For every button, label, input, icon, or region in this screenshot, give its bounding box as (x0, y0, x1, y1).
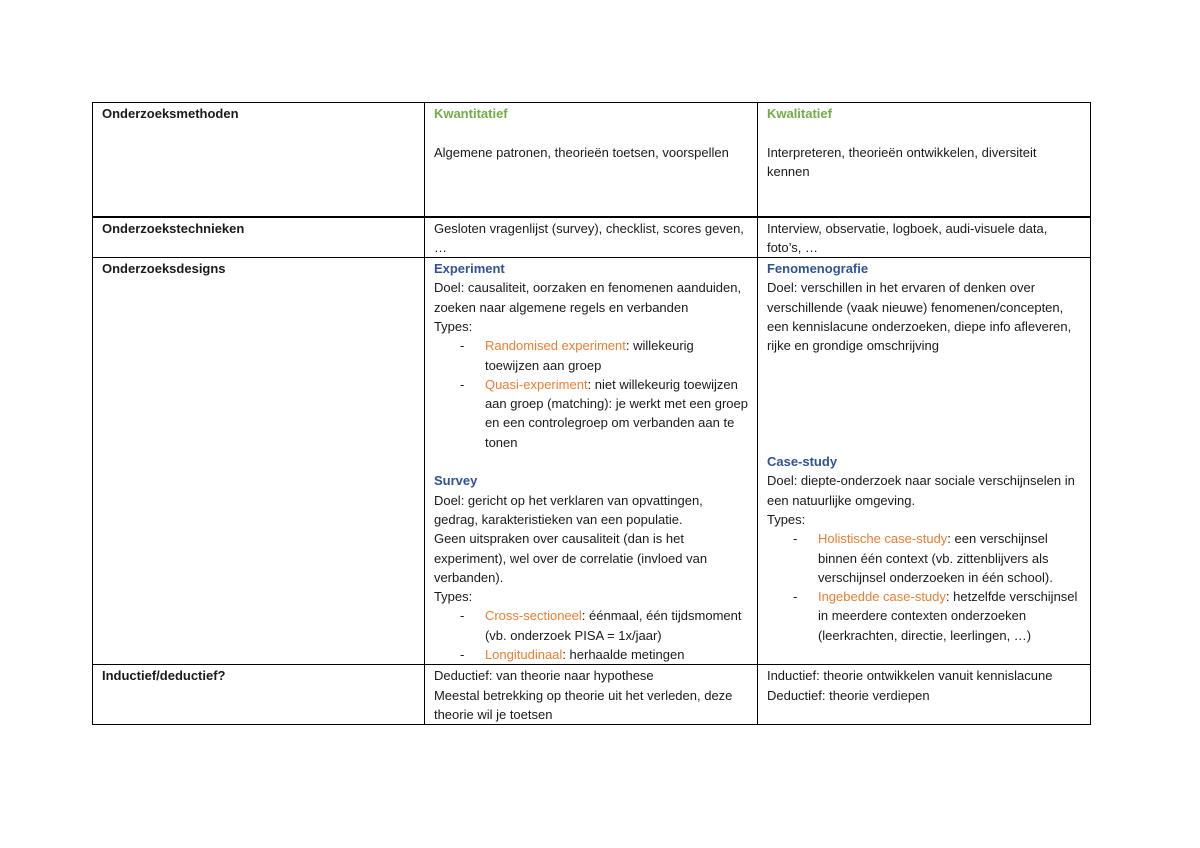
table-row-methoden (93, 103, 1091, 217)
row-label: Onderzoeksdesigns (102, 261, 226, 277)
list-item: - Holistische case-study: een verschijnsel binnen één context (vb. zittenblijvers als verschijnsel onderzoeken in één school). (792, 531, 1053, 585)
row-label-cell (93, 217, 425, 258)
list-item: - Longitudinaal: herhaalde metingen (459, 647, 685, 663)
fenomenografie-heading: Fenomenografie (766, 261, 869, 277)
list-item: - Quasi-experiment: niet willekeurig toewijzen aan groep (matching): je werkt met een groep en een controlegroep om verbanden aan te tonen (459, 376, 748, 450)
kwantitatief-cell (424, 665, 757, 725)
kwalitatief-cell (757, 665, 1090, 725)
experiment-types-label: Types: (433, 318, 473, 334)
kwantitatief-text: Algemene patronen, theorieën toetsen, voorspellen (433, 144, 729, 160)
survey-doel: Doel: gericht op het verklaren van opvattingen, gedrag, karakteristieken van een populatie. (433, 492, 703, 527)
kwalitatief-cell (757, 258, 1090, 665)
kwantitatief-heading: Kwantitatief (433, 106, 508, 121)
kwalitatief-heading: Kwalitatief (766, 106, 832, 121)
inductief-kwant-line: Deductief: van theorie naar hypothese (433, 668, 654, 684)
experiment-doel: Doel: causaliteit, oorzaken en fenomenen aanduiden, zoeken naar algemene regels en verbanden (433, 280, 742, 315)
inductief-kwal-line: Deductief: theorie verdiepen (766, 687, 930, 703)
fenomenografie-doel: Doel: verschillen in het ervaren of denken over verschillende (vaak nieuwe) fenomenen/concepten, een kennislacune onderzoeken, diepe info afleveren, rijke en grondige omschrijving (766, 280, 1072, 354)
experiment-heading: Experiment (433, 261, 505, 277)
survey-heading: Survey (433, 473, 478, 489)
row-label-cell (93, 103, 425, 217)
table-row-inductief (93, 665, 1091, 725)
survey-extra: Geen uitspraken over causaliteit (dan is het experiment), wel over de correlatie (invloed van verbanden). (433, 531, 708, 585)
casestudy-types-list (767, 529, 1081, 645)
survey-types-list (434, 606, 748, 664)
list-item: - Randomised experiment: willekeurig toewijzen aan groep (459, 338, 694, 373)
list-item: - Cross-sectioneel: éénmaal, één tijdsmoment (vb. onderzoek PISA = 1x/jaar) (459, 608, 742, 643)
table-row-designs (93, 258, 1091, 665)
survey-types-label: Types: (433, 589, 473, 605)
kwalitatief-cell (757, 217, 1090, 258)
kwalitatief-cell (757, 103, 1090, 217)
kwantitatief-cell (424, 217, 757, 258)
row-label-cell (93, 258, 425, 665)
row-label-cell (93, 665, 425, 725)
table-row-technieken (93, 217, 1091, 258)
casestudy-heading: Case-study (766, 454, 838, 470)
list-item: - Ingebedde case-study: hetzelfde verschijnsel in meerdere contexten onderzoeken (leerkrachten, directie, leerlingen, …) (792, 589, 1078, 643)
kwantitatief-cell (424, 103, 757, 217)
row-label: Inductief/deductief? (102, 668, 226, 684)
inductief-kwal-line: Inductief: theorie ontwikkelen vanuit kennislacune (766, 668, 1053, 684)
inductief-kwant-line: Meestal betrekking op theorie uit het verleden, deze theorie wil je toetsen (433, 687, 733, 722)
casestudy-types-label: Types: (766, 511, 806, 527)
technieken-kwal-text: Interview, observatie, logboek, audi-visuele data, foto’s, … (766, 220, 1048, 255)
casestudy-doel: Doel: diepte-onderzoek naar sociale verschijnselen in een natuurlijke omgeving. (766, 473, 1075, 508)
kwantitatief-cell (424, 258, 757, 665)
experiment-types-list (434, 336, 748, 452)
comparison-table (92, 102, 1091, 725)
row-label: Onderzoeksmethoden (102, 106, 239, 121)
kwalitatief-text: Interpreteren, theorieën ontwikkelen, diversiteit kennen (766, 144, 1037, 179)
technieken-kwant-text: Gesloten vragenlijst (survey), checklist, scores geven, … (433, 220, 744, 255)
row-label: Onderzoekstechnieken (102, 220, 245, 236)
